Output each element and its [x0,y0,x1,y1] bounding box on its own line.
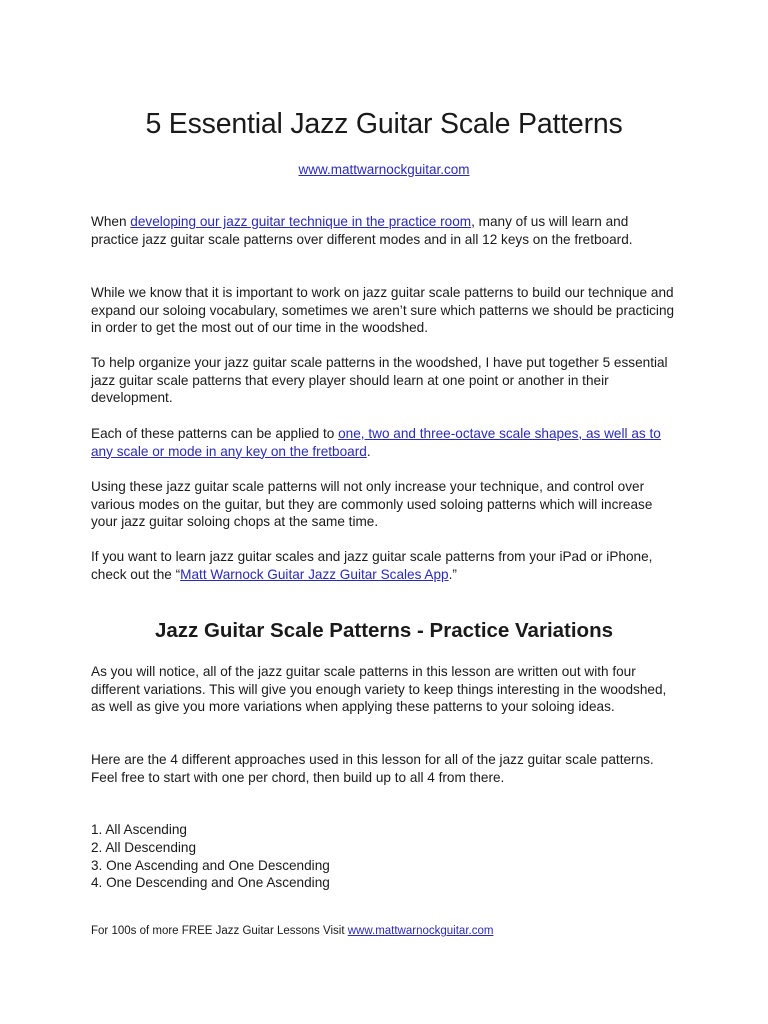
list-item: 1. All Ascending [91,822,187,837]
scale-shapes-link[interactable]: one, two and three-octave scale shapes, as well as to any scale or mode in any key on the fretboard [91,426,661,459]
p1-text-before: When [91,214,131,229]
p4-text-after: . [366,443,371,459]
technique-link[interactable]: developing our jazz guitar technique in the practice room [130,214,472,229]
page-title: 5 Essential Jazz Guitar Scale Patterns [145,108,623,140]
paragraph-6 [91,548,677,583]
p4-text-before: Each of these patterns can be applied to [91,426,339,441]
p6-text-after: .” [448,566,457,582]
p1-text-after: , many of us will learn and practice jazz guitar scale patterns over different modes and in all 12 keys on the fretboard. [91,214,633,247]
paragraph-4 [91,425,677,460]
paragraph-7: As you will notice, all of the jazz guitar scale patterns in this lesson are written out with four different variations. This will give you enough variety to keep things interesting in the woodshed, as well as give you more variations when applying these patterns to your soloing ideas. [91,664,667,715]
footer [91,925,677,937]
list-item: 3. One Ascending and One Descending [91,857,330,873]
paragraph-3: To help organize your jazz guitar scale patterns in the woodshed, I have put together 5 essential jazz guitar scale patterns that every player should learn at one point or another in their development. [91,355,668,406]
p6-text-before: If you want to learn jazz guitar scales and jazz guitar scale patterns from your iPad or iPhone, check out the “ [91,549,653,582]
section-heading: Jazz Guitar Scale Patterns - Practice Variations [154,619,614,642]
scales-app-link[interactable]: Matt Warnock Guitar Jazz Guitar Scales App [180,566,449,582]
paragraph-5: Using these jazz guitar scale patterns will not only increase your technique, and control over various modes on the guitar, but they are commonly used soloing patterns which will increase your jazz guitar soloing chops at the same time. [91,479,653,530]
list-item: 2. All Descending [91,839,197,855]
site-link[interactable]: www.mattwarnockguitar.com [298,162,470,177]
intro-paragraph [91,213,677,248]
footer-text: For 100s of more FREE Jazz Guitar Lessons Visit [91,925,348,937]
site-link-container [91,162,677,177]
footer-link[interactable]: www.mattwarnockguitar.com [347,925,494,937]
paragraph-2: While we know that it is important to work on jazz guitar scale patterns to build our technique and expand our soloing vocabulary, sometimes we aren’t sure which patterns we should be practicing in order to get the most out of our time in the woodshed. [91,285,675,336]
list-item: 4. One Descending and One Ascending [91,875,330,891]
paragraph-8: Here are the 4 different approaches used in this lesson for all of the jazz guitar scale patterns. Feel free to start with one per chord, then build up to all 4 from there. [91,752,654,785]
variations-list [91,821,677,892]
